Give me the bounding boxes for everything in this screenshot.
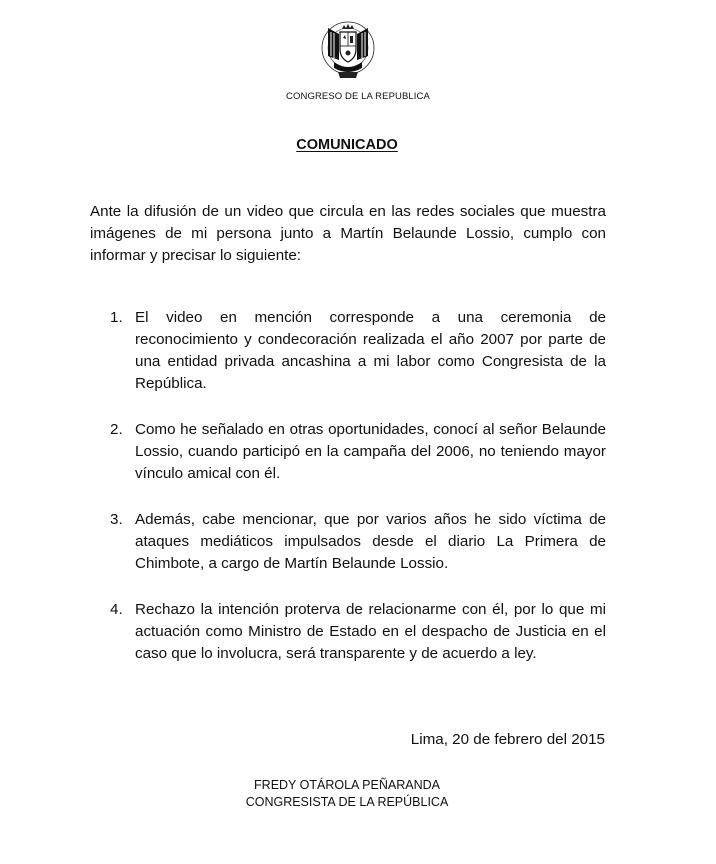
national-coat-of-arms-seal-icon: [318, 16, 378, 86]
item-text: Como he señalado en otras oportunidades, conocí al señor Belaunde Lossio, cuando participó en la campaña del 2006, no teniendo mayor vínculo amical con él.: [135, 421, 606, 482]
item-number: 2.: [110, 421, 123, 438]
item-text: El video en mención corresponde a una ceremonia de reconocimiento y condecoración realizada el año 2007 por parte de una entidad privada ancashina a mi labor como Congresista de la República.: [135, 309, 606, 392]
signatory-position: CONGRESISTA DE LA REPÚBLICA: [245, 795, 449, 809]
item-number: 1.: [110, 309, 123, 326]
item-text: Además, cabe mencionar, que por varios años he sido víctima de ataques mediáticos impulsados desde el diario La Primera de Chimbote, a cargo de Martín Belaunde Lossio.: [135, 511, 606, 572]
list-item: [90, 419, 606, 485]
list-item: [90, 509, 606, 575]
item-text: Rechazo la intención proterva de relacionarme con él, por lo que mi actuación como Ministro de Estado en el despacho de Justicia en el caso que lo involucra, será transparente y de acuerdo a ley.: [135, 601, 606, 662]
intro-paragraph: Ante la difusión de un video que circula en las redes sociales que muestra imágenes de mi persona junto a Martín Belaunde Lossio, cumplo con informar y precisar lo siguiente:: [90, 203, 606, 264]
institution-name: CONGRESO DE LA REPUBLICA: [286, 91, 430, 102]
list-item: [90, 307, 606, 395]
signatory-name: FREDY OTÁROLA PEÑARANDA: [254, 778, 440, 792]
signature-block: [0, 777, 694, 811]
document-title: COMUNICADO: [296, 137, 398, 153]
statement-list: [90, 307, 606, 689]
date-line: Lima, 20 de febrero del 2015: [410, 731, 605, 748]
item-number: 4.: [110, 601, 123, 618]
item-number: 3.: [110, 511, 123, 528]
list-item: [90, 599, 606, 665]
